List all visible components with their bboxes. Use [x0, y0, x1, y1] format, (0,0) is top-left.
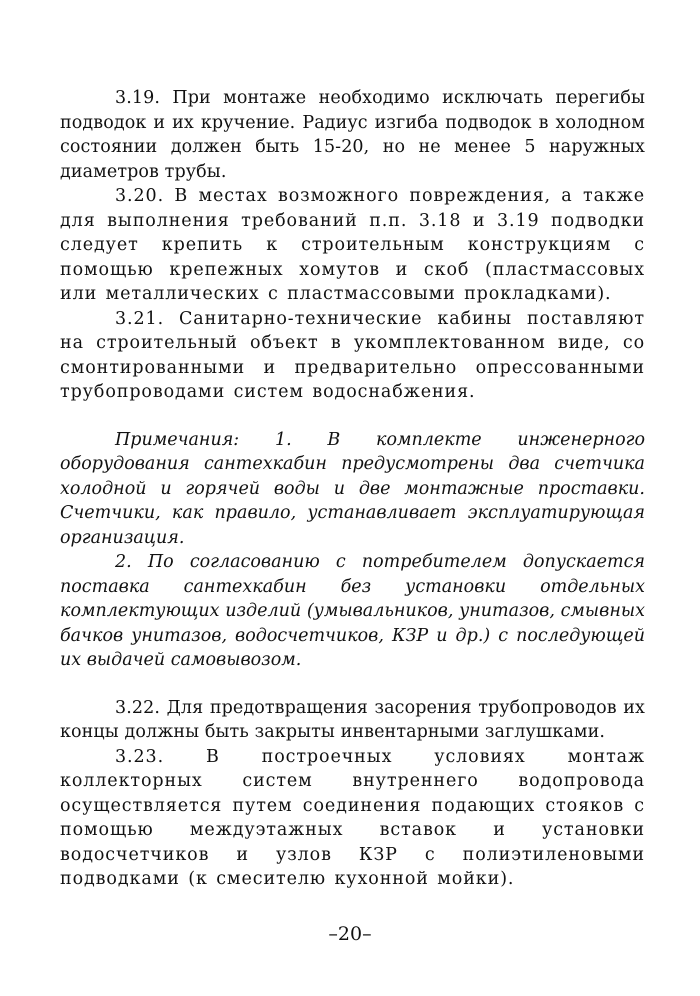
page-number: –20–	[328, 923, 372, 945]
document-page	[60, 86, 645, 892]
notes-block	[60, 428, 645, 673]
note-1: Примечания: 1. В комплекте инженерного оборудования сантехкабин предусмотрены два счетчика холодной и горячей воды и две монтажные проставки. Счетчики, как правило, устанавливает эксплуатирующая организация.	[60, 429, 645, 548]
note-2: 2. По согласованию с потребителем допускается поставка сантехкабин без установки отдельных комплектующих изделий (умывальников, унитазов, смывных бачков унитазов, водосчетчиков, КЗР и др.) с последующей их выдачей самовывозом.	[60, 552, 645, 670]
paragraph-3-19: 3.19. При монтаже необходимо исключать перегибы подводок и их кручение. Радиус изгиба подводок в холодном состоянии должен быть 15-20, но не менее 5 наружных диаметров трубы.	[60, 88, 645, 182]
paragraph-3-22: 3.22. Для предотвращения засорения трубопроводов их концы должны быть закрыты инвентарными заглушками.	[60, 697, 645, 742]
paragraph-3-20: 3.20. В местах возможного повреждения, а также для выполнения требований п.п. 3.18 и 3.19 подводки следует крепить к строительным конструкциям с помощью крепежных хомутов и скоб (пластмассовых или металлических с пластмассовыми прокладками).	[60, 186, 645, 304]
paragraph-3-23: 3.23. В построечных условиях монтаж коллекторных систем внутреннего водопровода осуществляется путем соединения подающих стояков с помощью междуэтажных вставок и установки водосчетчиков и узлов КЗР с полиэтиленовыми подводками (к смесителю кухонной мойки).	[60, 746, 645, 889]
paragraph-3-21: 3.21. Санитарно-технические кабины поставляют на строительный объект в укомплектованном виде, со смонтированными и предварительно опрессованными трубопроводами систем водоснабжения.	[60, 308, 645, 402]
